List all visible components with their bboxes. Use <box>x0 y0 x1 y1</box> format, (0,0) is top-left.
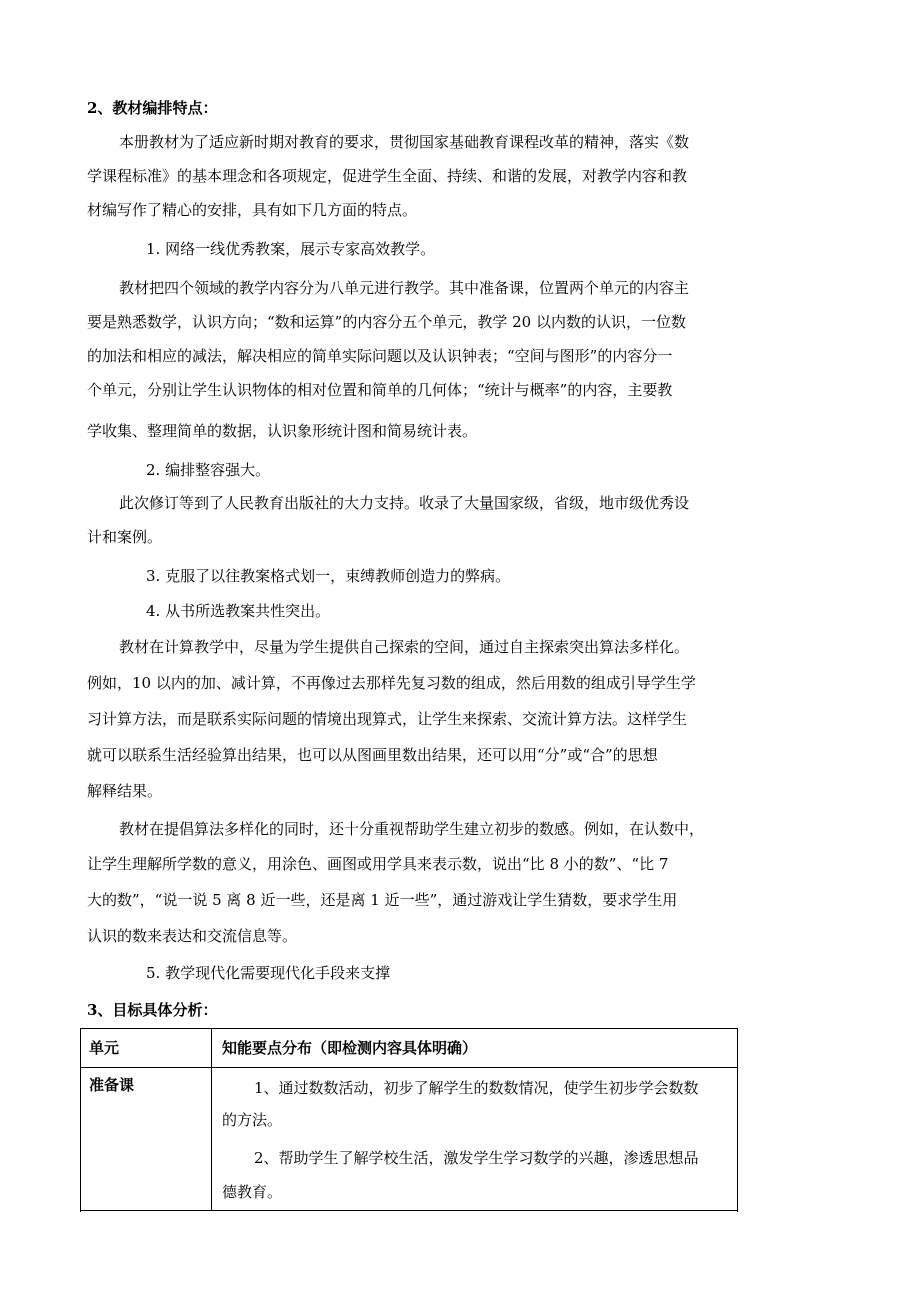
intro-line-3: 材编写作了精心的安排，具有如下几方面的特点。 <box>87 201 418 219</box>
point-4b-line-2: 让学生理解所学数的意义，用涂色、画图或用学具来表示数，说出“比 8 小的数”、“比 7 <box>87 855 669 873</box>
goals-table <box>80 1028 738 1212</box>
table-cell-line-2: 的方法。 <box>222 1111 283 1129</box>
point-4b-line-4: 认识的数来表达和交流信息等。 <box>87 927 298 945</box>
point-1-line-3: 的加法和相应的减法，解决相应的简单实际问题以及认识钟表；“空间与图形”的内容分一 <box>87 347 673 365</box>
table-cell-line-3: 2、帮助学生了解学校生活，激发学生学习数学的兴趣，渗透思想品 <box>254 1149 699 1167</box>
section-3-heading: 3、目标具体分析： <box>87 1001 218 1019</box>
table-cell-line-1: 1、通过数数活动，初步了解学生的数数情况，使学生初步学会数数 <box>254 1079 699 1097</box>
section-2-heading: 2、教材编排特点： <box>87 99 218 117</box>
point-1-line-5: 学收集、整理简单的数据，认识象形统计图和简易统计表。 <box>87 422 478 440</box>
point-2-line-1: 此次修订等到了人民教育出版社的大力支持。收录了大量国家级，省级，地市级优秀设 <box>119 494 690 512</box>
point-4-line-2: 例如，10 以内的加、减计算，不再像过去那样先复习数的组成，然后用数的组成引导学生学 <box>87 674 696 692</box>
point-4b-line-3: 大的数”，“说一说 5 离 8 近一些，还是离 1 近一些”，通过游戏让学生猜数，要求学生用 <box>87 891 678 909</box>
table-column-divider <box>211 1029 212 1211</box>
point-1-line-2: 要是熟悉数学，认识方向；“数和运算”的内容分五个单元，教学 20 以内数的认识，一位数 <box>87 313 686 331</box>
point-4-line-4: 就可以联系生活经验算出结果，也可以从图画里数出结果，还可以用“分”或“合”的思想 <box>87 746 658 764</box>
point-1-line-4: 个单元，分别让学生认识物体的相对位置和简单的几何体；“统计与概率”的内容，主要教 <box>87 381 673 399</box>
table-cell-line-4: 德教育。 <box>222 1183 283 1201</box>
table-bottom-border <box>80 1210 738 1211</box>
point-4-line-1: 教材在计算教学中，尽量为学生提供自己探索的空间，通过自主探索突出算法多样化。 <box>119 638 690 656</box>
table-header-knowledge: 知能要点分布（即检测内容具体明确） <box>222 1039 478 1057</box>
intro-line-1: 本册教材为了适应新时期对教育的要求，贯彻国家基础教育课程改革的精神，落实《数 <box>119 133 690 151</box>
point-2-line-2: 计和案例。 <box>87 528 163 546</box>
point-4-title: 4. 从书所选教案共性突出。 <box>146 602 331 620</box>
point-5-title: 5. 教学现代化需要现代化手段来支撑 <box>146 964 391 982</box>
point-1-title: 1. 网络一线优秀教案，展示专家高效教学。 <box>146 240 436 258</box>
table-header-unit: 单元 <box>89 1039 120 1057</box>
intro-line-2: 学课程标准》的基本理念和各项规定，促进学生全面、持续、和谐的发展，对教学内容和教 <box>87 167 688 185</box>
point-1-line-1: 教材把四个领域的教学内容分为八单元进行教学。其中准备课，位置两个单元的内容主 <box>119 279 690 297</box>
point-4-line-5: 解释结果。 <box>87 782 163 800</box>
table-cell-unit: 准备课 <box>89 1076 135 1094</box>
point-4b-line-1: 教材在提倡算法多样化的同时，还十分重视帮助学生建立初步的数感。例如，在认数中， <box>119 820 705 838</box>
point-4-line-3: 习计算方法，而是联系实际问题的情境出现算式，让学生来探索、交流计算方法。这样学生 <box>87 710 688 728</box>
point-2-title: 2. 编排整容强大。 <box>146 461 271 479</box>
point-3-title: 3. 克服了以往教案格式划一，束缚教师创造力的弊病。 <box>146 567 511 585</box>
